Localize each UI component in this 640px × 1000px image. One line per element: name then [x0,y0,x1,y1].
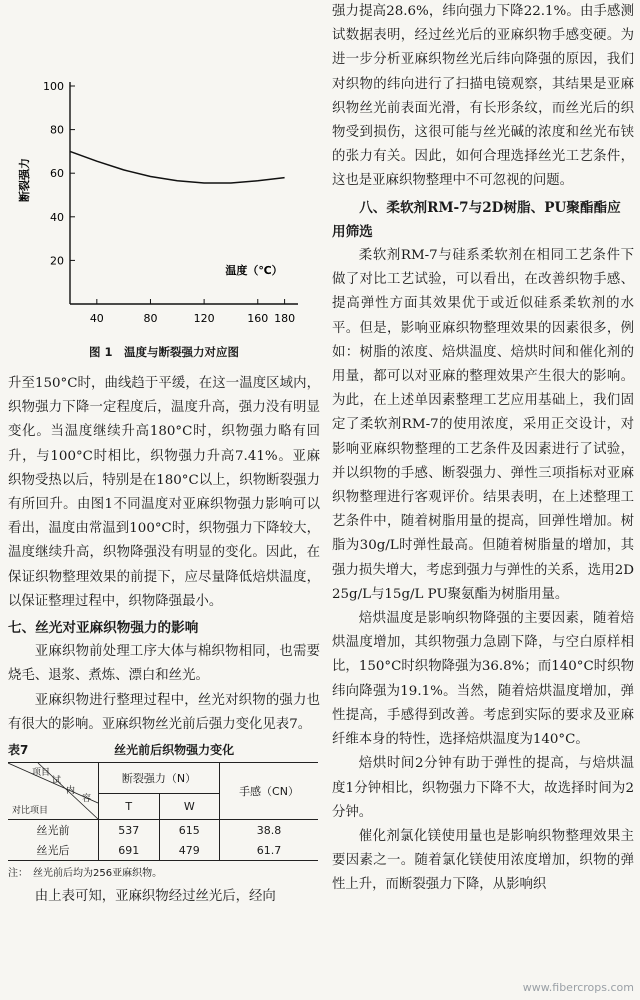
paragraph-right-4: 焙烘时间2分钟有助于弹性的提高，与焙烘温度1分钟相比，织物强力下降不大，故选择时间为2分钟。 [332,756,634,820]
section-heading-7: 七、丝光对亚麻织物强力的影响 [8,620,199,637]
paragraph-right-2: 柔软剂RM-7与硅系柔软剂在相同工艺条件下做了对比工艺试验，可以看出，在改善织物手感、提高弹性方面其效果优于或近似硅系柔软剂的水平。但是，影响亚麻织物整理效果的因素很多，例如：树脂的浓度、焙烘温度、焙烘时间和催化剂的用量，都可以对亚麻的整理效果产生很大的影响。为此，在上述单因素整理工艺应用基础上，我们固定了柔软剂RM-7的使用浓度，采用正交设计，对影响亚麻织物整理的工艺条件及因素进行了试验，并以织物的手感、断裂强力、弹性三项指标对亚麻织物整理进行客观评价。结果表明，在上述整理工艺条件中，随着树脂用量的提高，回弹性增加。树脂为30g/L时弹性最高。但随着树脂量的增加，其强力损失增大，考虑到强力与弹性的关系，选用2D 25g/L与15g/L PU聚氨酯为树脂用量。 [332,248,634,602]
diag-label-bottom: 对比项目 [12,806,49,817]
x-tick-label: 120 [193,312,215,325]
x-axis-label: 温度（℃） [225,264,283,277]
cell-t: 537 [99,820,160,841]
x-tick-label: 80 [143,312,158,325]
table-7 [8,762,318,861]
paragraph-left-2: 亚麻织物前处理工序大体与棉织物相同，也需要烧毛、退浆、煮炼、漂白和丝光。 [8,644,320,684]
paragraph-left-4: 由上表可知，亚麻织物经过丝光后，经向 [34,889,276,905]
table-note: 注： 丝光前后均为256亚麻织物。 [8,868,163,880]
cell-tear: 38.8 [256,823,282,837]
col-header-t: T [99,793,160,819]
temperature-strength-chart [8,0,320,360]
diag-label-inner: 试 [52,776,62,787]
cell-tear: 61.7 [256,843,282,857]
paragraph-right-3: 焙烘温度是影响织物降强的主要因素，随着焙烘温度增加，其织物强力急剧下降，与空白原样相比，150°C时织物降强为36.8%；而140°C时织物纬向降强为19.1%。当然，随着焙烘温度增加，弹性提高，手感得到改善。考虑到实际的要求及亚麻纤维本身的特性，选择焙烘温度为140°C。 [332,611,634,748]
figure-caption: 图 1 温度与断裂强力对应图 [88,345,239,359]
table-row [8,820,318,841]
x-tick-label: 180 [274,312,296,325]
x-tick-label: 40 [89,312,104,325]
x-tick-label: 160 [247,312,269,325]
strength-series-line [70,151,285,183]
diag-label-mid: 内 [66,786,76,797]
paragraph-left-1: 升至150°C时，曲线趋于平缓，在这一温度区域内，织物强力下降一定程度后，温度升高，强力没有明显变化。当温度继续升高180°C时，织物强力略有回升，与100°C时相比，织物强力升高7.41%。亚麻织物受热以后，特别是在180°C以上，织物断裂强力有所回升。由图1不同温度对亚麻织物强力影响可以看出，温度由常温到100°C时，织物强力下降较大，温度继续升高，织物降强没有明显的变化。因此，在保证织物整理效果的前提下，应尽量降低焙烘温度，以保证整理过程中，织物降强最小。 [8,376,320,609]
diagonal-header-cell [8,763,99,820]
cell-w: 479 [159,840,220,861]
section-heading-8: 八、柔软剂RM-7与2D树脂、PU聚酯酯应用筛选 [332,199,621,240]
row-name: 丝光前 [8,820,99,841]
diag-label-right: 容 [82,794,92,805]
y-tick-label: 60 [50,167,64,181]
figure-1 [8,0,320,359]
table-7-title [8,741,320,758]
group-header: 断裂强力（N） [99,763,220,794]
row-name: 丝光后 [8,840,99,861]
paragraph-left-3: 亚麻织物进行整理过程中，丝光对织物的强力也有很大的影响。亚麻织物丝光前后强力变化见表7。 [8,692,320,732]
watermark: www.fibercrops.com [522,981,634,994]
cell-t: 691 [99,840,160,861]
paragraph-right-1: 强力提高28.6%，纬向强力下降22.1%。由手感测试数据表明，经过丝光后的亚麻织物手感变硬。为进一步分析亚麻织物丝光后纬向降强的原因，我们对织物的纬向进行了扫描电镜观察，其结果是亚麻织物丝光前表面光滑，有长形条纹，而丝光后的织物受到损伤，这很可能与丝光碱的浓度和丝光布铗的张力有关。因此，如何合理选择丝光工艺条件，这也是亚麻织物整理中不可忽视的问题。 [332,4,634,189]
paragraph-right-5: 催化剂氯化镁使用量也是影响织物整理效果主要因素之一。随着氯化镁使用浓度增加，织物的弹性上升，而断裂强力下降，从影响织 [332,828,634,893]
table-row [8,840,318,861]
y-tick-label: 100 [43,80,64,93]
col-header-w: W [159,793,220,819]
y-tick-label: 80 [50,123,64,137]
y-axis-label: 断裂强力 [18,158,31,202]
right-column [332,0,634,898]
table-label: 表7 [8,743,29,758]
y-tick-label: 40 [50,210,64,224]
table-title-text: 丝光前后织物强力变化 [114,743,235,758]
tear-header: 手感（CN） [239,785,299,799]
cell-w: 615 [159,820,220,841]
y-tick-label: 20 [50,254,64,268]
diag-label-top: 项目 [32,768,51,779]
left-column [8,0,320,909]
